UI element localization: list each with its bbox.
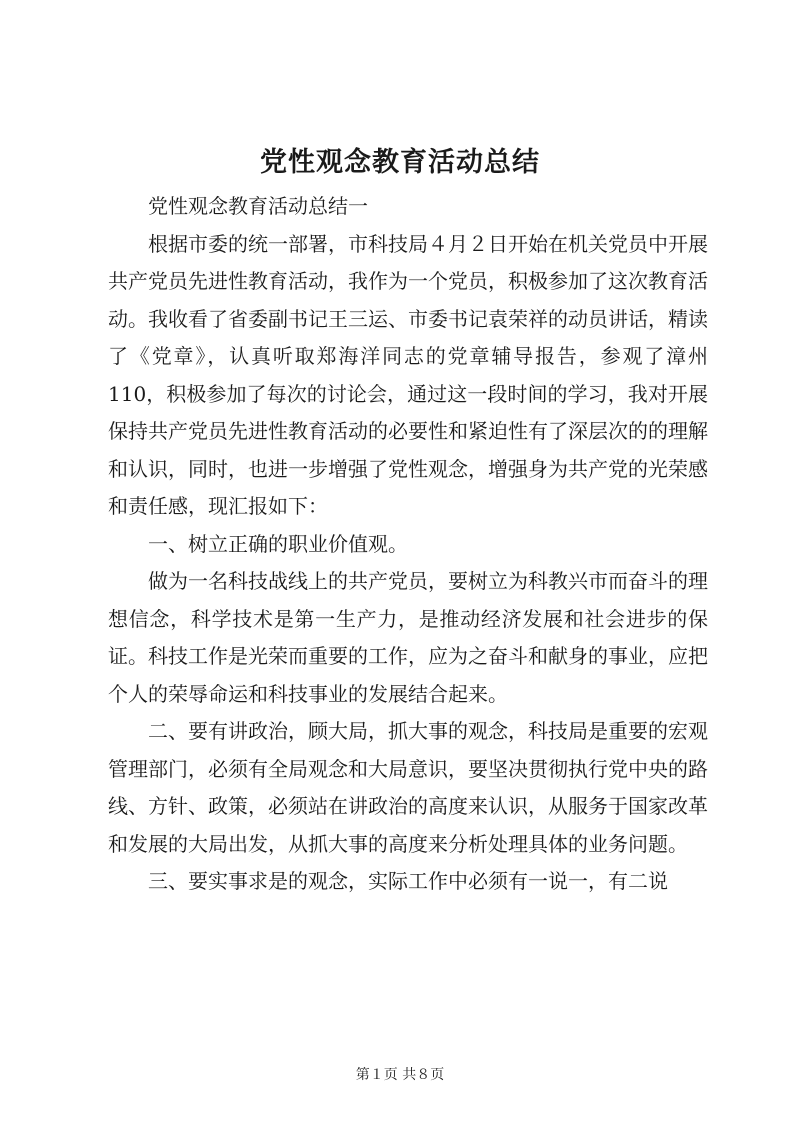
paragraph-body-2: 二、要有讲政治，顾大局，抓大事的观念，科技局是重要的宏观管理部门，必须有全局观念和大局意识，要坚决贯彻执行党中央的路线、方针、政策，必须站在讲政治的高度来认识，从服务于国家改革和发展的大局出发，从抓大事的高度来分析处理具体的业务问题。 (108, 719, 708, 856)
paragraph-heading-1: 一、树立正确的职业价值观。 (148, 531, 408, 556)
document-title: 党性观念教育活动总结 (260, 147, 540, 178)
document-body (108, 188, 708, 901)
paragraph-subtitle: 党性观念教育活动总结一 (148, 194, 368, 218)
paragraph-intro: 根据市委的统一部署，市科技局４月２日开始在机关党员中开展共产党员先进性教育活动，我作为一个党员，积极参加了这次教育活动。我收看了省委副书记王三运、市委书记袁荣祥的动员讲话，精读了《党章》，认真听取郑海洋同志的党章辅导报告，参观了漳州110，积极参加了每次的讨论会，通过这一段时间的学习，我对开展保持共产党员先进性教育活动的必要性和紧迫性有了深层次的的理解和认识，同时，也进一步增强了党性观念，增强身为共产党的光荣感和责任感，现汇报如下： (108, 231, 708, 518)
paragraph-body-3: 三、要实事求是的观念，实际工作中必须有一说一，有二说 (148, 869, 668, 893)
page-footer: 第１页 共８页 (355, 1067, 445, 1083)
paragraph-body-1: 做为一名科技战线上的共产党员，要树立为科教兴市而奋斗的理想信念，科学技术是第一生产力，是推动经济发展和社会进步的保证。科技工作是光荣而重要的工作，应为之奋斗和献身的事业，应把个人的荣辱命运和科技事业的发展结合起来。 (108, 569, 708, 706)
